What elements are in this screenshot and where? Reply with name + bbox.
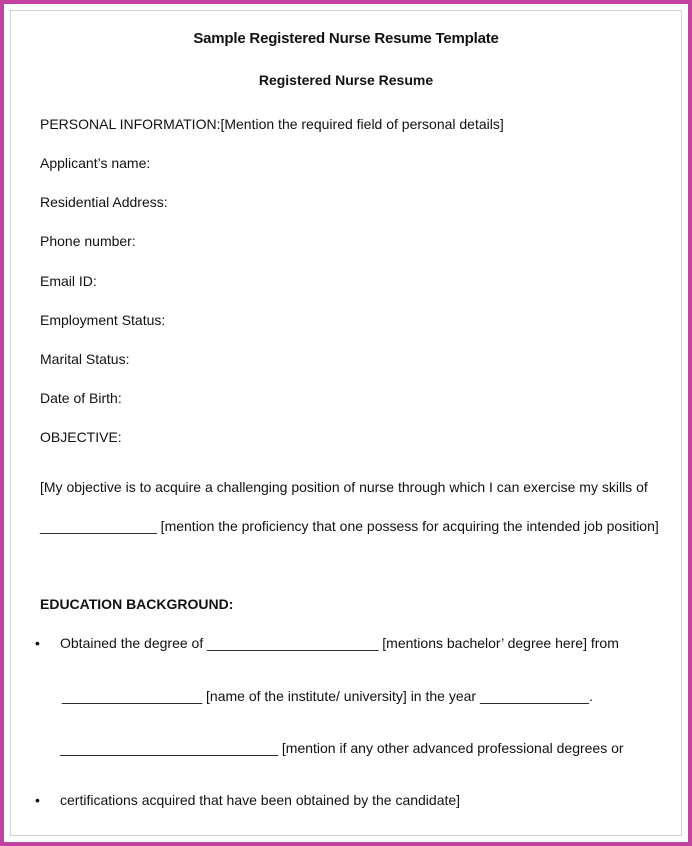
document-title: Sample Registered Nurse Resume Template [193,30,499,47]
email-id-label: Email ID: [40,273,97,289]
education-heading: EDUCATION BACKGROUND: [40,596,234,612]
applicant-name-label: Applicant’s name: [40,155,151,171]
objective-text-line-2: _______________ [mention the proficiency that one possess for acquiring the intended job position] [40,518,659,534]
date-of-birth-label: Date of Birth: [40,390,122,406]
education-item-1-line-1: Obtained the degree of ______________________ [mentions bachelor’ degree here] from [60,635,619,651]
phone-number-label: Phone number: [40,233,136,249]
residential-address-label: Residential Address: [40,194,168,210]
page-inner-border [10,10,682,836]
education-item-1-line-2: __________________ [name of the institute/ university] in the year ______________. [62,688,593,704]
marital-status-label: Marital Status: [40,351,130,367]
bullet-2: • [35,792,40,808]
objective-text-line-1: [My objective is to acquire a challenging position of nurse through which I can exercise my skills of [40,479,648,495]
education-item-1-line-3: ____________________________ [mention if any other advanced professional degrees or [60,740,624,756]
document-subtitle: Registered Nurse Resume [258,72,434,88]
employment-status-label: Employment Status: [40,312,166,328]
objective-heading: OBJECTIVE: [40,429,122,445]
education-item-2: certifications acquired that have been obtained by the candidate] [60,792,461,808]
personal-information-heading: PERSONAL INFORMATION:[Mention the required field of personal details] [40,116,504,132]
bullet-1: • [35,635,40,651]
